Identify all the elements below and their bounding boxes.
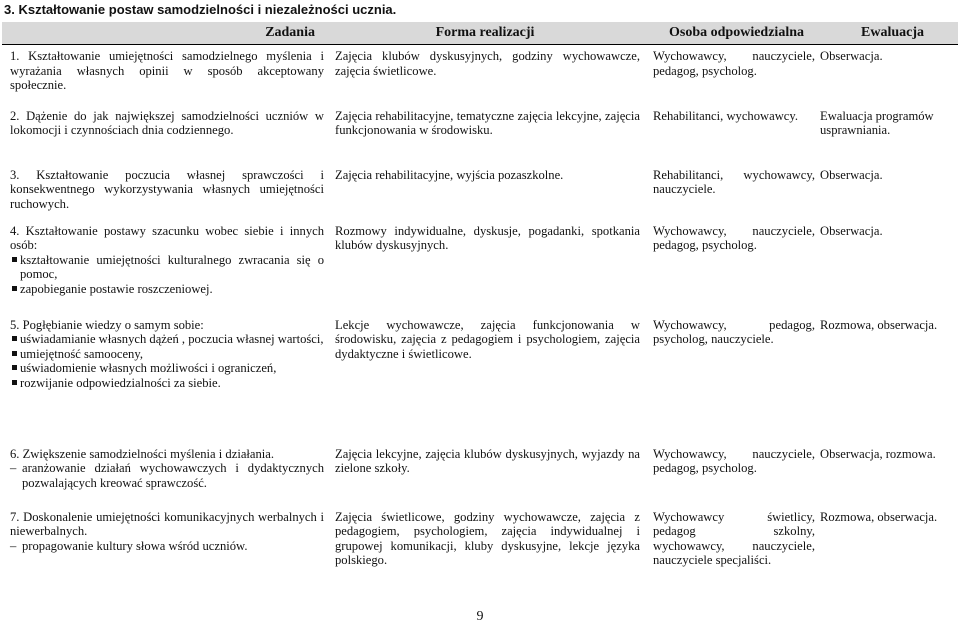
person-cell: Wychowawcy, nauczyciele, pedagog, psycholog. [653,223,815,253]
task-text: 5. Pogłębianie wiedzy o samym sobie: [10,317,204,332]
task-bullet: uświadomienie własnych możliwości i ograniczeń, [10,361,324,376]
task-bullet: rozwijanie odpowiedzialności za siebie. [10,376,324,391]
task-dash-list [10,461,324,490]
evaluation-cell: Obserwacja. [820,167,883,182]
task-bullet: zapobieganie postawie roszczeniowej. [10,282,324,297]
header-person: Osoba odpowiedzialna [643,22,818,45]
header-tasks: Zadania [2,22,327,45]
form-cell: Lekcje wychowawcze, zajęcia funkcjonowania w środowisku, zajęcia z pedagogiem i psychologiem, zajęcia dydaktyczne i świetlicowe. [335,317,640,361]
person-cell: Rehabilitanci, wychowawcy, nauczyciele. [653,167,815,197]
task-text: 4. Kształtowanie postawy szacunku wobec siebie i innych osób: [10,223,324,253]
task-cell [2,506,327,578]
plan-table [2,22,958,578]
task-dash-item: – aranżowanie działań wychowawczych i dydaktycznych pozwalających kreować sprawczość. [10,461,324,490]
header-row [2,22,958,45]
evaluation-cell: Ewaluacja programów usprawniania. [820,108,934,138]
header-form: Forma realizacji [327,22,643,45]
task-text: 7. Doskonalenie umiejętności komunikacyjnych werbalnych i niewerbalnych. [10,509,324,539]
person-cell: Rehabilitanci, wychowawcy. [653,108,799,123]
section-title: 3. Kształtowanie postaw samodzielności i niezależności ucznia. [4,2,397,17]
task-bullet-list [10,253,324,297]
header-evaluation: Ewaluacja [818,22,958,45]
evaluation-cell: Rozmowa, obserwacja. [820,509,938,524]
task-cell: 2. Dążenie do jak największej samodzielności uczniów w lokomocji i czynnościach dnia codziennego. [10,108,324,138]
evaluation-cell: Obserwacja, rozmowa. [820,446,936,461]
table-row [2,220,958,314]
task-bullet-list [10,332,324,390]
evaluation-cell: Obserwacja. [820,49,883,63]
task-bullet: uświadamianie własnych dążeń , poczucia własnej wartości, [10,332,324,347]
task-cell: 3. Kształtowanie poczucia własnej sprawczości i konsekwentnego wykorzystywania własnych umiejętności ruchowych. [10,167,324,211]
task-bullet: kształtowanie umiejętności kulturalnego zwracania się o pomoc, [10,253,324,282]
table-row [2,164,958,220]
table-row [2,45,958,105]
table-row [2,314,958,443]
task-dash-list [10,539,324,554]
table-row [2,105,958,164]
form-cell: Zajęcia rehabilitacyjne, tematyczne zajęcia lekcyjne, zajęcia funkcjonowania w środowisku. [335,108,640,138]
task-cell: 1. Kształtowanie umiejętności samodzielnego myślenia i wyrażania własnych opinii w sposób akceptowany społecznie. [10,49,324,93]
form-cell: Zajęcia świetlicowe, godziny wychowawcze, zajęcia z pedagogiem, psychologiem, zajęcia indywidualnej i grupowej komunikacji, kluby dyskusyjne, lekcje języka polskiego. [335,509,640,568]
task-cell [2,443,327,506]
task-cell [2,314,327,443]
form-cell: Rozmowy indywidualne, dyskusje, pogadanki, spotkania klubów dyskusyjnych. [335,223,640,253]
person-cell: Wychowawcy, nauczyciele, pedagog, psycholog. [653,49,815,78]
evaluation-cell: Rozmowa, obserwacja. [820,317,938,332]
task-cell [2,220,327,314]
form-cell: Zajęcia rehabilitacyjne, wyjścia pozaszkolne. [335,167,564,182]
form-cell: Zajęcia klubów dyskusyjnych, godziny wychowawcze, zajęcia świetlicowe. [335,49,640,78]
task-text: 6. Zwiększenie samodzielności myślenia i działania. [10,446,275,461]
task-bullet: umiejętność samooceny, [10,347,324,362]
person-cell: Wychowawcy świetlicy, pedagog szkolny, wychowawcy, nauczyciele, nauczyciele specjaliści. [653,509,815,568]
person-cell: Wychowawcy, nauczyciele, pedagog, psycholog. [653,446,815,476]
task-dash-item: – propagowanie kultury słowa wśród uczniów. [10,539,324,554]
evaluation-cell: Obserwacja. [820,223,883,238]
person-cell: Wychowawcy, pedagog, psycholog, nauczyciele. [653,317,815,347]
form-cell: Zajęcia lekcyjne, zajęcia klubów dyskusyjnych, wyjazdy na zielone szkoły. [335,446,640,476]
table-row [2,443,958,506]
page-number: 9 [476,609,484,624]
table-row [2,506,958,578]
